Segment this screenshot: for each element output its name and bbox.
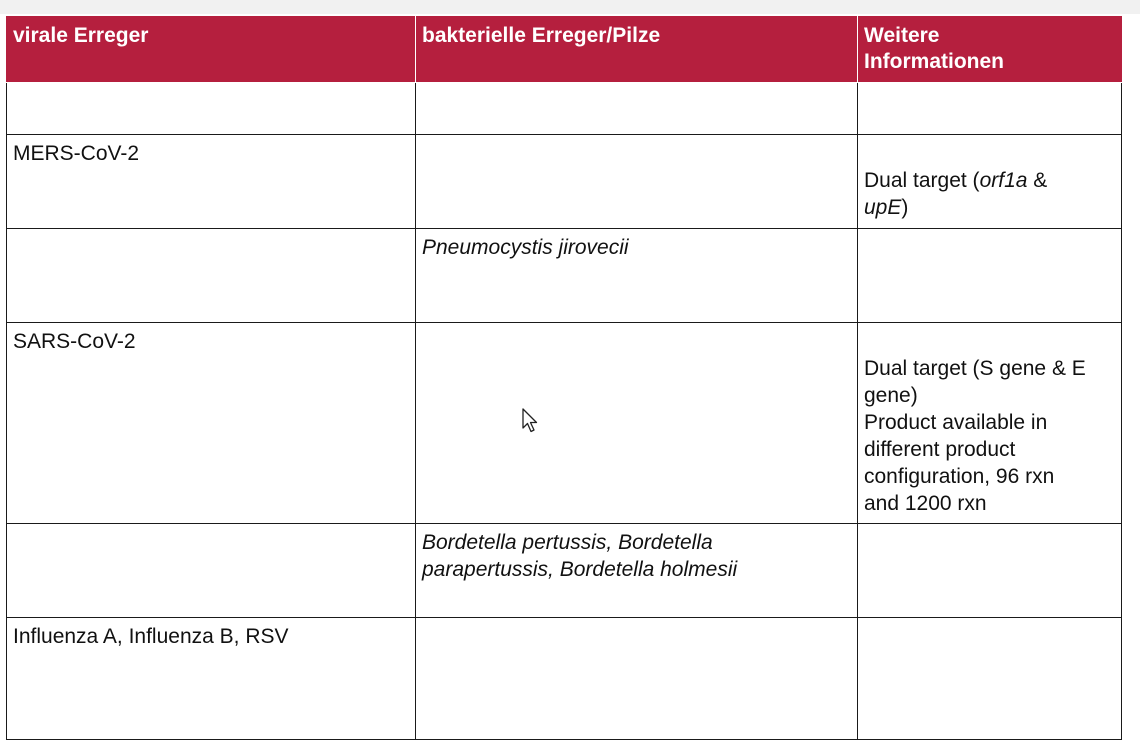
cell-info: [858, 524, 1122, 618]
info-line: Dual target (S gene & E: [864, 357, 1086, 380]
table-row: [7, 618, 1122, 740]
cell-info: [858, 229, 1122, 323]
info-target-upe: upE: [864, 196, 902, 219]
cell-bacterial: [416, 83, 858, 135]
cell-viral: [7, 524, 416, 618]
info-line: and 1200 rxn: [864, 492, 987, 515]
cell-bacterial: [416, 323, 858, 524]
bacterial-line-2: parapertussis, Bordetella holmesii: [422, 558, 738, 581]
cell-viral: Influenza A, Influenza B, RSV: [7, 618, 416, 740]
info-line: gene): [864, 384, 918, 407]
table-row: [7, 83, 1122, 135]
pathogen-table: [6, 16, 1122, 740]
cell-viral: [7, 83, 416, 135]
table-row: [7, 135, 1122, 229]
header-viral-pathogens: virale Erreger: [7, 17, 416, 83]
cell-viral: [7, 229, 416, 323]
cell-info: [858, 83, 1122, 135]
info-line: Product available in: [864, 411, 1048, 434]
table-header-row: [7, 17, 1122, 83]
cell-viral: MERS-CoV-2: [7, 135, 416, 229]
document-page: [0, 14, 1140, 744]
cell-viral: SARS-CoV-2: [7, 323, 416, 524]
cell-info: [858, 323, 1122, 524]
top-bar: [0, 0, 1140, 14]
cell-bacterial: [416, 135, 858, 229]
info-text-prefix: Dual target (: [864, 169, 980, 192]
header-further-information: [858, 17, 1122, 83]
bacterial-line-1: Bordetella pertussis, Bordetella: [422, 531, 713, 554]
table-row: [7, 229, 1122, 323]
info-line: configuration, 96 rxn: [864, 465, 1055, 488]
cell-bacterial: Pneumocystis jirovecii: [416, 229, 858, 323]
cell-info: [858, 135, 1122, 229]
info-line: different product: [864, 438, 1016, 461]
table-row: [7, 323, 1122, 524]
table-row: [7, 524, 1122, 618]
cell-info: [858, 618, 1122, 740]
header-info-line-2: Informationen: [864, 50, 1004, 73]
cell-bacterial: [416, 618, 858, 740]
info-target-orf1a: orf1a: [979, 169, 1028, 192]
mouse-pointer-icon: [521, 408, 539, 434]
header-info-line-1: Weitere: [864, 24, 940, 47]
cell-bacterial: [416, 524, 858, 618]
info-text-suffix: ): [901, 196, 909, 219]
info-text-mid: &: [1027, 169, 1048, 192]
header-bacterial-fungal-pathogens: bakterielle Erreger/Pilze: [416, 17, 858, 83]
